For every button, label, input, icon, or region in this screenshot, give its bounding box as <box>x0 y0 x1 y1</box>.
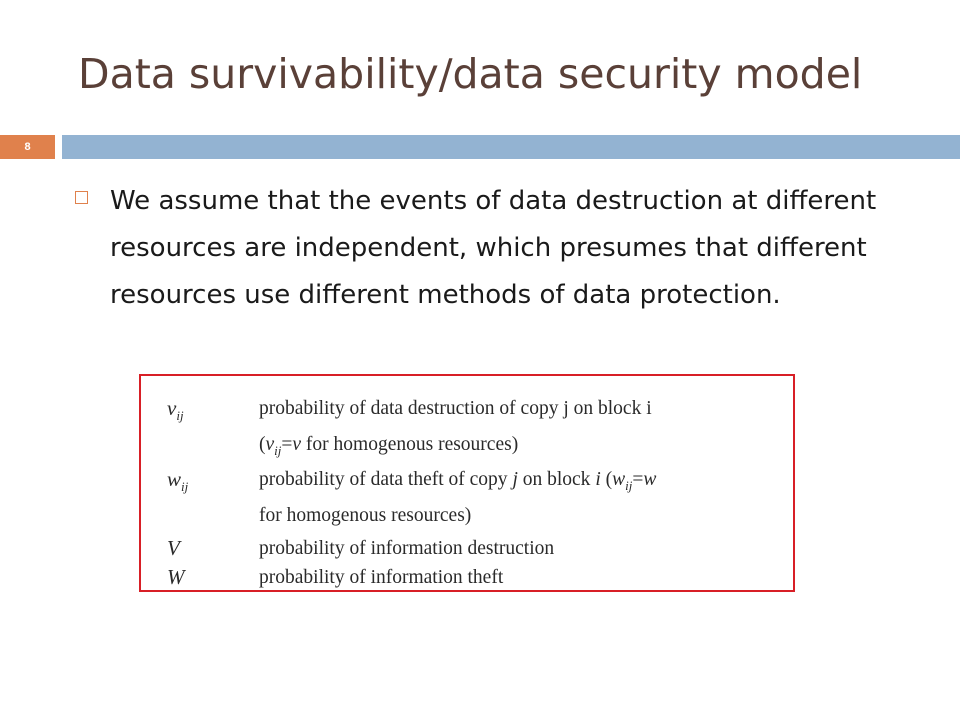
notation-definition: probability of information theft <box>259 567 504 589</box>
notation-definition: probability of data theft of copy j on block i ($w_{ij}=w$ <box>259 469 657 493</box>
notation-row <box>167 563 656 592</box>
notation-definition-continued: ($v_{ij}=v$ for homogenous resources) <box>259 434 519 459</box>
notation-row <box>167 465 656 501</box>
notation-table <box>167 394 656 592</box>
notation-figure <box>139 374 795 592</box>
square-bullet-icon <box>75 191 88 204</box>
notation-definition: probability of data destruction of copy j on block i <box>259 398 652 419</box>
slide-title: Data survivability/data security model <box>78 50 863 98</box>
notation-symbol: V <box>167 536 180 561</box>
notation-symbol: $w_{ij}$ <box>167 467 189 495</box>
notation-row <box>167 394 656 430</box>
notation-row <box>167 530 656 563</box>
page-number-badge: 8 <box>0 135 55 159</box>
notation-row-continued <box>167 430 656 465</box>
notation-definition-continued: for homogenous resources) <box>259 505 472 527</box>
bullet-text: We assume that the events of data destruction at different resources are independent, which presumes that different resources use different methods of data protection. <box>110 186 877 310</box>
notation-symbol: W <box>167 565 185 590</box>
notation-definition: probability of information destruction <box>259 538 555 560</box>
notation-symbol: $v_{ij}$ <box>167 396 184 424</box>
notation-row-continued <box>167 501 656 530</box>
header-rule <box>62 135 960 159</box>
